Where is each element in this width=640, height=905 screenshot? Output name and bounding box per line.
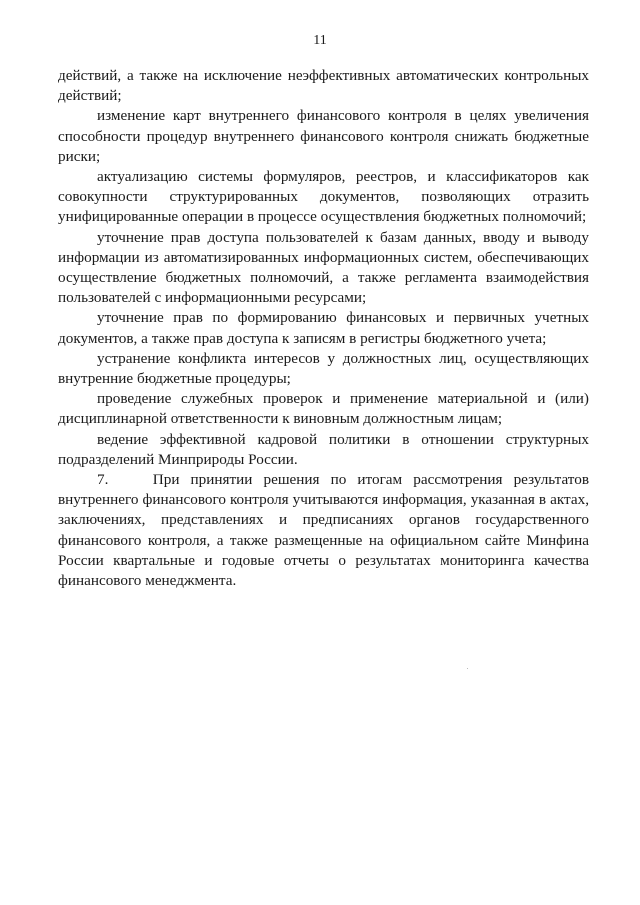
list-item-hr-policy: ведение эффективной кадровой политики в отношении структурных подразделений Минприроды России.: [58, 430, 589, 468]
scan-speck: [467, 668, 468, 669]
page-number: 11: [313, 33, 327, 48]
list-item-access-rights: уточнение прав доступа пользователей к базам данных, вводу и выводу информации из автоматизированных информационных систем, обеспечивающих осуществление бюджетных полномочий, а также регламента взаимодействия пользователей с информационными ресурсами;: [58, 228, 589, 307]
paragraph-section-7: 7. При принятии решения по итогам рассмотрения результатов внутреннего финансового контроля учитываются информация, указанная в актах, заключениях, представлениях и предписаниях органов государственного финансового контроля, а также размещенные на официальном сайте Минфина России квартальные и годовые отчеты о результатах мониторинга качества финансового менеджмента.: [58, 471, 593, 590]
list-item-internal-investigations: проведение служебных проверок и применение материальной и (или) дисциплинарной ответственности к виновным должностным лицам;: [58, 390, 589, 428]
list-item-conflict-of-interest: устранение конфликта интересов у должностных лиц, осуществляющих внутренние бюджетные процедуры;: [58, 349, 589, 388]
list-item-accounting-rights: уточнение прав по формированию финансовых и первичных учетных документов, а также прав доступа к записям в регистры бюджетного учета;: [58, 309, 589, 347]
list-item-forms-update: актуализацию системы формуляров, реестров, и классификаторов как совокупности структурированных документов, позволяющих отразить унифицированные операции в процессе осуществления бюджетных полномочий;: [58, 168, 589, 226]
paragraph-continuation: действий, а также на исключение неэффективных автоматических контрольных действий;: [58, 67, 589, 105]
document-body: [58, 66, 593, 591]
list-item-control-maps: изменение карт внутреннего финансового контроля в целях увеличения способности процедур внутреннего финансового контроля снижать бюджетные риски;: [58, 107, 589, 165]
